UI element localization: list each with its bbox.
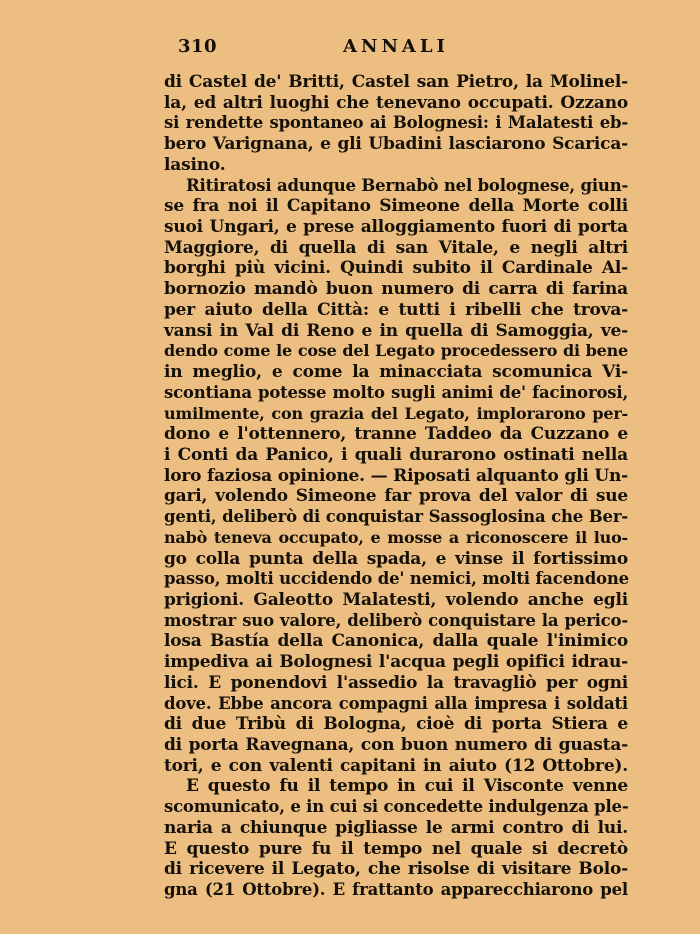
text-line: nabò teneva occupato, e mosse a riconoscere il luo-: [164, 527, 628, 547]
text-line: impediva ai Bolognesi l'acqua pegli opifici idrau-: [164, 652, 628, 673]
text-line: dove. Ebbe ancora compagni alla impresa i soldati: [164, 693, 628, 713]
text-line: in meglio, e come la minacciata scomunica Vi-: [164, 362, 628, 383]
text-line: losa Bastía della Canonica, dalla quale l'inimico: [164, 631, 628, 652]
text-line: di porta Ravegnana, con buon numero di guasta-: [164, 735, 628, 755]
text-line: go colla punta della spada, e vinse il fortissimo: [164, 548, 628, 569]
text-line: lici. E ponendovi l'assedio la travagliò per ogni: [164, 672, 628, 693]
text-line: bero Varignana, e gli Ubadini lasciarono Scarica-: [164, 134, 628, 155]
text-line: se fra noi il Capitano Simeone della Morte colli: [164, 196, 628, 217]
text-line: umilmente, con grazia del Legato, implorarono per-: [164, 403, 628, 423]
text-line: dono e l'ottennero, tranne Taddeo da Cuzzano e: [164, 424, 628, 445]
text-line: borghi più vicini. Quindi subito il Cardinale Al-: [164, 258, 628, 279]
text-line: loro faziosa opinione. — Riposati alquanto gli Un-: [164, 465, 628, 486]
text-line: Ritiratosi adunque Bernabò nel bolognese, giun-: [186, 175, 629, 195]
text-line: lasino.: [164, 154, 226, 175]
text-line: gna (21 Ottobre). E frattanto apparecchiarono pel: [164, 880, 628, 900]
text-line: Maggiore, di quella di san Vitale, e negli altri: [164, 237, 628, 258]
text-line: genti, deliberò di conquistar Sassoglosina che Ber-: [164, 507, 628, 527]
text-line: mostrar suo valore, deliberò conquistare la perico-: [164, 610, 628, 630]
text-line: scomunicato, e in cui si concedette indulgenza ple-: [164, 797, 629, 817]
text-line: tori, e con valenti capitani in aiuto (12 Ottobre).: [164, 755, 628, 776]
page-header: [164, 36, 628, 60]
text-line: la, ed altri luoghi che tenevano occupati. Ozzano: [164, 92, 628, 113]
text-line: si rendette spontaneo ai Bolognesi: i Malatesti eb-: [164, 113, 628, 133]
text-line: passo, molti uccidendo de' nemici, molti facendone: [164, 569, 629, 589]
text-line: E questo pure fu il tempo nel quale si decretò: [164, 838, 628, 859]
text-line: E questo fu il tempo in cui il Visconte venne: [186, 776, 628, 797]
body-text: [164, 72, 628, 901]
text-line: prigioni. Galeotto Malatesti, volendo anche egli: [164, 589, 628, 610]
text-line: di ricevere il Legato, che risolse di visitare Bolo-: [164, 859, 628, 880]
running-title: ANNALI: [343, 36, 449, 57]
text-line: i Conti da Panico, i quali durarono ostinati nella: [164, 444, 628, 465]
text-line: di due Tribù di Bologna, cioè di porta Stiera e: [164, 714, 628, 735]
text-line: dendo come le cose del Legato procedessero di bene: [164, 341, 628, 361]
text-line: vansi in Val di Reno e in quella di Samoggia, ve-: [164, 320, 628, 341]
text-line: suoi Ungari, e prese alloggiamento fuori di porta: [164, 217, 628, 238]
text-line: gari, volendo Simeone far prova del valor di sue: [164, 486, 628, 507]
text-line: naria a chiunque pigliasse le armi contro di lui.: [164, 817, 628, 838]
text-line: per aiuto della Città: e tutti i ribelli che trova-: [164, 299, 628, 320]
text-line: di Castel de' Britti, Castel san Pietro, la Molinel-: [164, 72, 628, 92]
text-line: bornozio mandò buon numero di carra di farina: [164, 279, 628, 300]
page-number: 310: [178, 36, 218, 57]
text-line: scontiana potesse molto sugli animi de' facinorosi,: [164, 382, 628, 402]
